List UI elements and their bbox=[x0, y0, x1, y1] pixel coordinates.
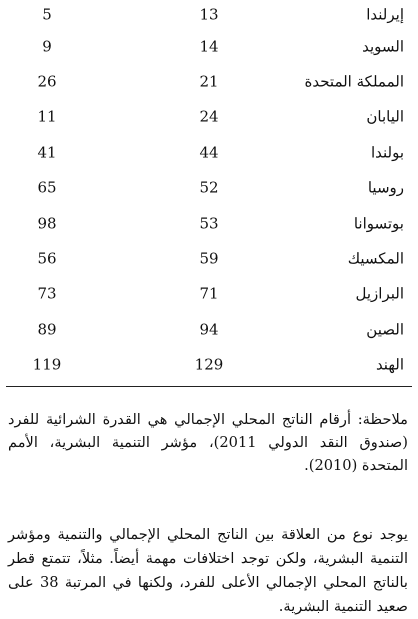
hdi-rank-cell: 119 bbox=[32, 355, 62, 374]
hdi-rank-cell: 65 bbox=[37, 178, 57, 197]
country-cell: اليابان bbox=[366, 107, 404, 126]
table-row bbox=[0, 0, 418, 29]
country-cell: المملكة المتحدة bbox=[304, 72, 404, 91]
table-row bbox=[0, 241, 418, 276]
country-cell: السويد bbox=[362, 37, 404, 56]
hdi-rank-cell: 26 bbox=[37, 72, 57, 91]
gdp-rank-cell: 13 bbox=[199, 5, 219, 23]
country-cell: روسيا bbox=[367, 178, 404, 197]
table-row bbox=[0, 206, 418, 241]
gdp-rank-cell: 21 bbox=[199, 72, 219, 91]
country-cell: بولندا bbox=[370, 143, 404, 162]
gdp-rank-cell: 59 bbox=[199, 249, 219, 268]
country-cell: المكسيك bbox=[347, 249, 404, 268]
table-note: ملاحظة: أرقام الناتج المحلي الإجمالي هي القدرة الشرائية للفرد (صندوق النقد الدولي 2011)، مؤشر التنمية البشرية، الأمم المتحدة (2010). bbox=[8, 410, 408, 474]
hdi-rank-cell: 98 bbox=[37, 214, 57, 233]
table-row bbox=[0, 348, 418, 383]
country-cell: الصين bbox=[366, 320, 404, 339]
gdp-rank-cell: 52 bbox=[199, 178, 219, 197]
gdp-rank-cell: 14 bbox=[199, 37, 219, 56]
hdi-rank-cell: 89 bbox=[37, 320, 57, 339]
country-cell: إيرلندا bbox=[366, 5, 404, 23]
hdi-rank-cell: 73 bbox=[37, 284, 57, 303]
country-cell: الهند bbox=[375, 355, 404, 374]
gdp-rank-cell: 24 bbox=[199, 107, 219, 126]
table-row bbox=[0, 277, 418, 312]
gdp-rank-cell: 94 bbox=[199, 320, 219, 339]
hdi-rank-cell: 9 bbox=[42, 37, 52, 56]
gdp-rank-cell: 129 bbox=[194, 355, 224, 374]
body-paragraph: يوجد نوع من العلاقة بين الناتج المحلي الإجمالي والتنمية ومؤشر التنمية البشرية، ولكن توجد اختلافات مهمة أيضاً. مثلاً، تتمتع قطر بالناتج المحلي الإجمالي الأعلى للفرد، ولكنها في المرتبة 38 على صعيد التنمية البشرية. bbox=[8, 525, 408, 615]
table-row bbox=[0, 64, 418, 99]
table-bottom-rule bbox=[6, 386, 412, 387]
hdi-rank-cell: 56 bbox=[37, 249, 57, 268]
gdp-rank-cell: 44 bbox=[199, 143, 219, 162]
table-row bbox=[0, 312, 418, 347]
table-row bbox=[0, 29, 418, 64]
table-row bbox=[0, 171, 418, 206]
hdi-rank-cell: 5 bbox=[42, 5, 52, 23]
country-cell: بوتسوانا bbox=[353, 214, 404, 233]
hdi-rank-cell: 11 bbox=[37, 107, 57, 126]
country-cell: البرازيل bbox=[355, 284, 404, 303]
gdp-rank-cell: 71 bbox=[199, 284, 219, 303]
hdi-rank-cell: 41 bbox=[37, 143, 57, 162]
gdp-rank-cell: 53 bbox=[199, 214, 219, 233]
table-row bbox=[0, 100, 418, 135]
table-row bbox=[0, 135, 418, 170]
